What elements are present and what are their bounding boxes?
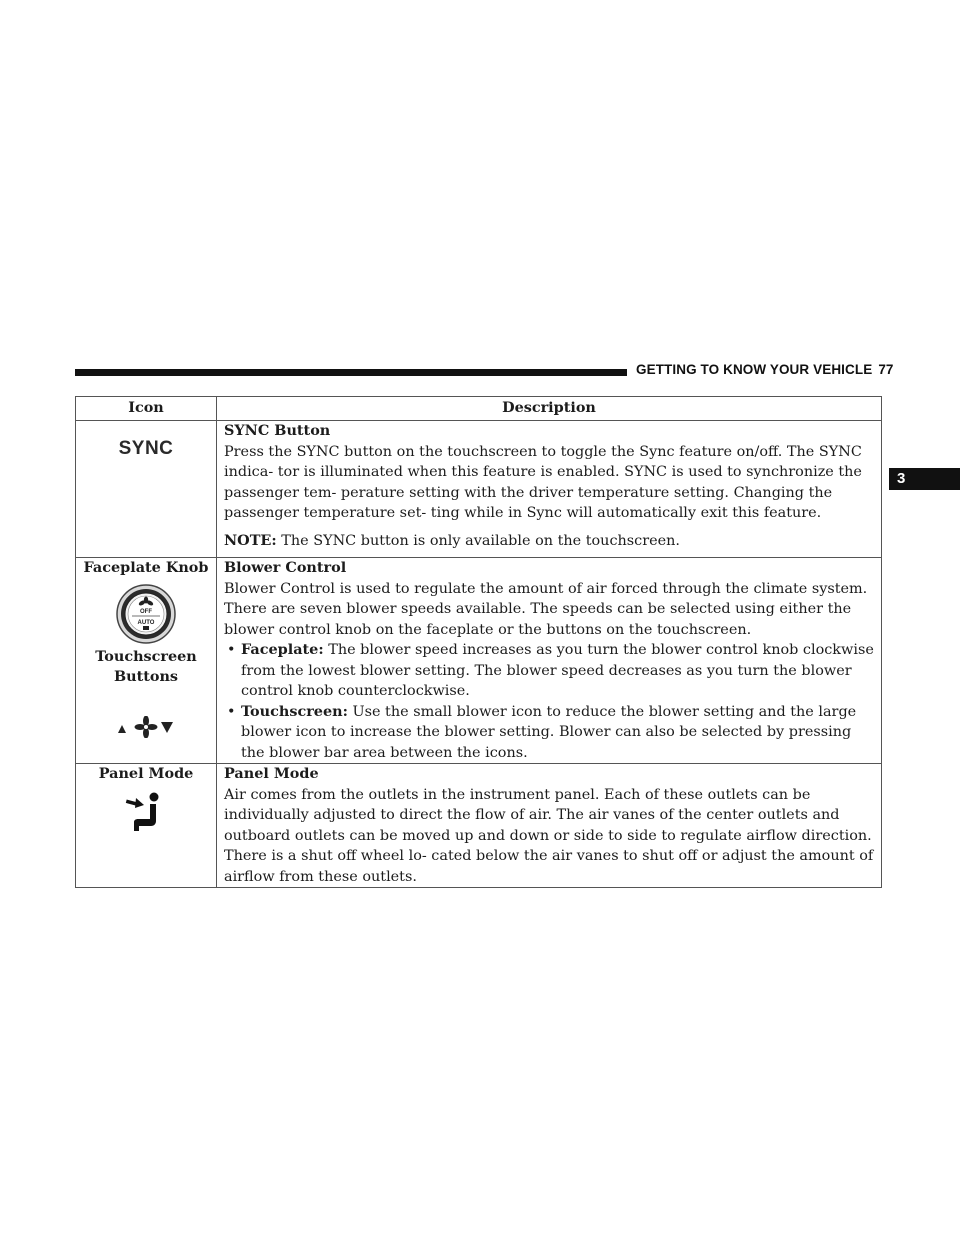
bullet-icon: • xyxy=(227,642,236,658)
bullet-label: Touchscreen: xyxy=(241,702,348,720)
page-number: 77 xyxy=(878,362,894,377)
sync-icon: SYNC xyxy=(118,438,174,459)
panel-mode-icon xyxy=(123,791,169,837)
row-body: Air comes from the outlets in the instrument panel. Each of these outlets can be individually adjusted to direct the flow of air. The air vanes of the center outlets and outboard outlets can be moved up and down or side to side to regulate airflow direction. There is a shut off wheel lo- cated below the air vanes to shut off or adjust the amount of airflow from these outlets. xyxy=(224,786,874,885)
knob-off-text: OFF xyxy=(140,608,152,615)
icon-column-header: Icon xyxy=(76,397,217,421)
section-title: GETTING TO KNOW YOUR VEHICLE xyxy=(636,362,873,377)
description-cell xyxy=(217,421,882,558)
chapter-tab: 3 xyxy=(889,468,960,490)
touchscreen-buttons-label: Touchscreen Buttons xyxy=(95,647,197,685)
table-row xyxy=(76,558,882,764)
row-title: Blower Control xyxy=(224,559,347,576)
note xyxy=(224,531,879,552)
bullet-label: Faceplate: xyxy=(241,641,324,658)
fan-icon xyxy=(135,716,158,738)
blower-buttons-icon xyxy=(115,716,177,738)
bullet-list xyxy=(224,640,879,763)
bullet-text: Use the small blower icon to reduce the blower setting and the large blower icon to increase the blower setting. Blower can also be selected by pressing the blower bar area between the icons. xyxy=(241,703,857,761)
knob-auto-text: AUTO xyxy=(137,619,155,626)
list-item xyxy=(224,702,879,764)
description-cell xyxy=(217,558,882,764)
icon-cell xyxy=(76,421,217,558)
bullet-icon: • xyxy=(227,703,236,720)
faceplate-knob-label: Faceplate Knob xyxy=(83,559,209,576)
note-label: NOTE: xyxy=(224,531,277,549)
panel-mode-label: Panel Mode xyxy=(98,765,194,782)
note-text: The SYNC button is only available on the touchscreen. xyxy=(281,532,680,549)
row-title: SYNC Button xyxy=(224,422,331,439)
icon-cell xyxy=(76,764,217,888)
table-row xyxy=(76,764,882,888)
description-column-header: Description xyxy=(217,397,882,421)
running-header xyxy=(636,362,894,377)
description-cell xyxy=(217,764,882,888)
climate-controls-table xyxy=(75,396,882,888)
blower-decrease-icon xyxy=(118,725,126,733)
bullet-text: The blower speed increases as you turn the blower control knob clockwise from the lowest blower setting. The blower speed decreases as you turn the blower control knob counterclockwise. xyxy=(241,642,874,699)
table-row xyxy=(76,421,882,558)
row-title: Panel Mode xyxy=(224,765,319,782)
blower-increase-icon xyxy=(161,722,173,733)
row-body: Press the SYNC button on the touchscreen to toggle the Sync feature on/off. The SYNC indica- tor is illuminated when this feature is enabled. SYNC is used to synchronize the passenger tem- perature setting with the driver temperature setting. Changing the passenger temperature set- ting while in Sync will automatically exit this feature. xyxy=(224,443,862,521)
row-body: Blower Control is used to regulate the amount of air forced through the climate system. There are seven blower speeds available. The speeds can be selected using either the blower control knob on the faceplate or the buttons on the touchscreen. xyxy=(224,580,868,638)
table-header-row xyxy=(76,397,882,421)
icon-cell xyxy=(76,558,217,764)
list-item xyxy=(224,640,879,702)
blower-knob-icon xyxy=(115,583,177,645)
header-rule xyxy=(75,369,627,376)
